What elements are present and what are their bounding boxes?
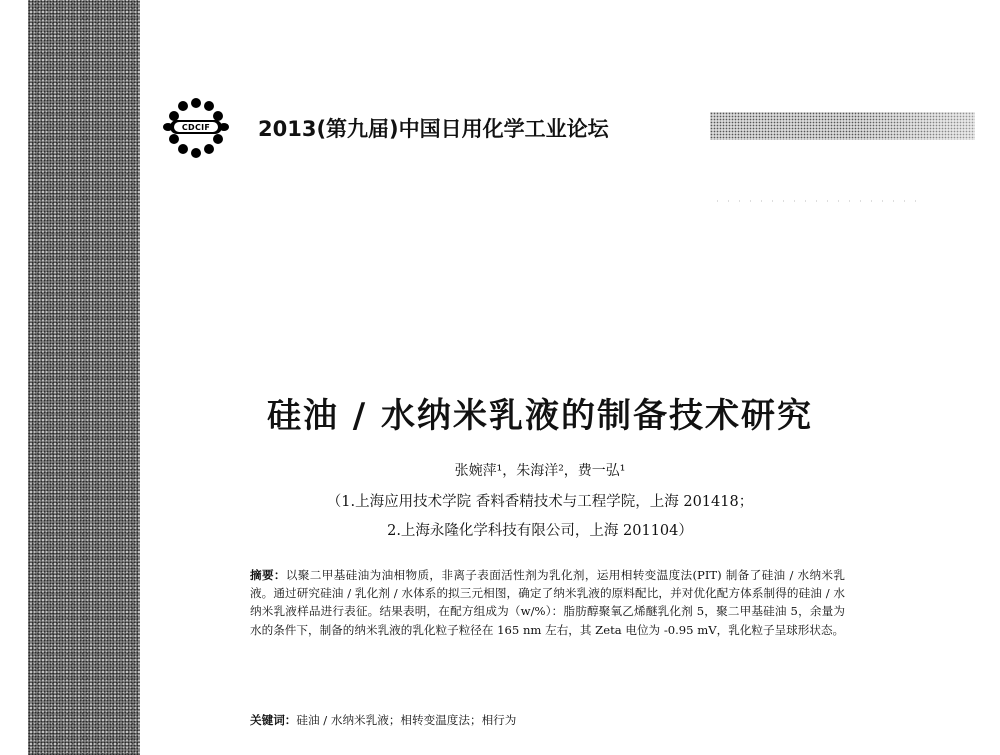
abstract-text: 以聚二甲基硅油为油相物质，非离子表面活性剂为乳化剂，运用相转变温度法(PIT) 制备了硅油 / 水纳米乳液。通过研究硅油 / 乳化剂 / 水体系的拟三元相图，确定了纳米乳液的原料配比，并对优化配方体系制得的硅油 / 水纳米乳液样品进行表征。结果表明，在配方组成为（w/%）：脂肪醇聚氧乙烯醚乳化剂 5，聚二甲基硅油 5，余量为水的条件下，制备的纳米乳液的乳化粒子粒径在 165 nm 左右，其 Zeta 电位为 -0.95 mV，乳化粒子呈球形状态。 xyxy=(250,568,845,637)
keywords xyxy=(250,712,845,728)
abstract xyxy=(250,566,845,639)
keywords-label: 关键词： xyxy=(250,713,297,727)
logo-text: CDCIF xyxy=(181,123,211,132)
authors: 张婉萍¹，朱海洋²，费一弘¹ xyxy=(454,463,626,479)
affiliation-2: 2.上海永隆化学科技有限公司，上海 201104） xyxy=(387,523,693,539)
keywords-text: 硅油 / 水纳米乳液；相转变温度法；相行为 xyxy=(296,713,517,727)
paper-title: 硅油 / 水纳米乳液的制备技术研究 xyxy=(266,396,814,436)
scan-dots xyxy=(712,199,922,203)
forum-header xyxy=(162,96,609,160)
forum-title: 2013(第九届)中国日用化学工业论坛 xyxy=(258,117,609,141)
scan-edge-noise xyxy=(28,0,140,755)
cdcif-logo xyxy=(162,96,230,160)
abstract-label: 摘要： xyxy=(250,568,286,582)
affiliation-1: （1.上海应用技术学院 香料香精技术与工程学院，上海 201418； xyxy=(326,494,754,510)
header-scan-noise xyxy=(710,112,975,140)
